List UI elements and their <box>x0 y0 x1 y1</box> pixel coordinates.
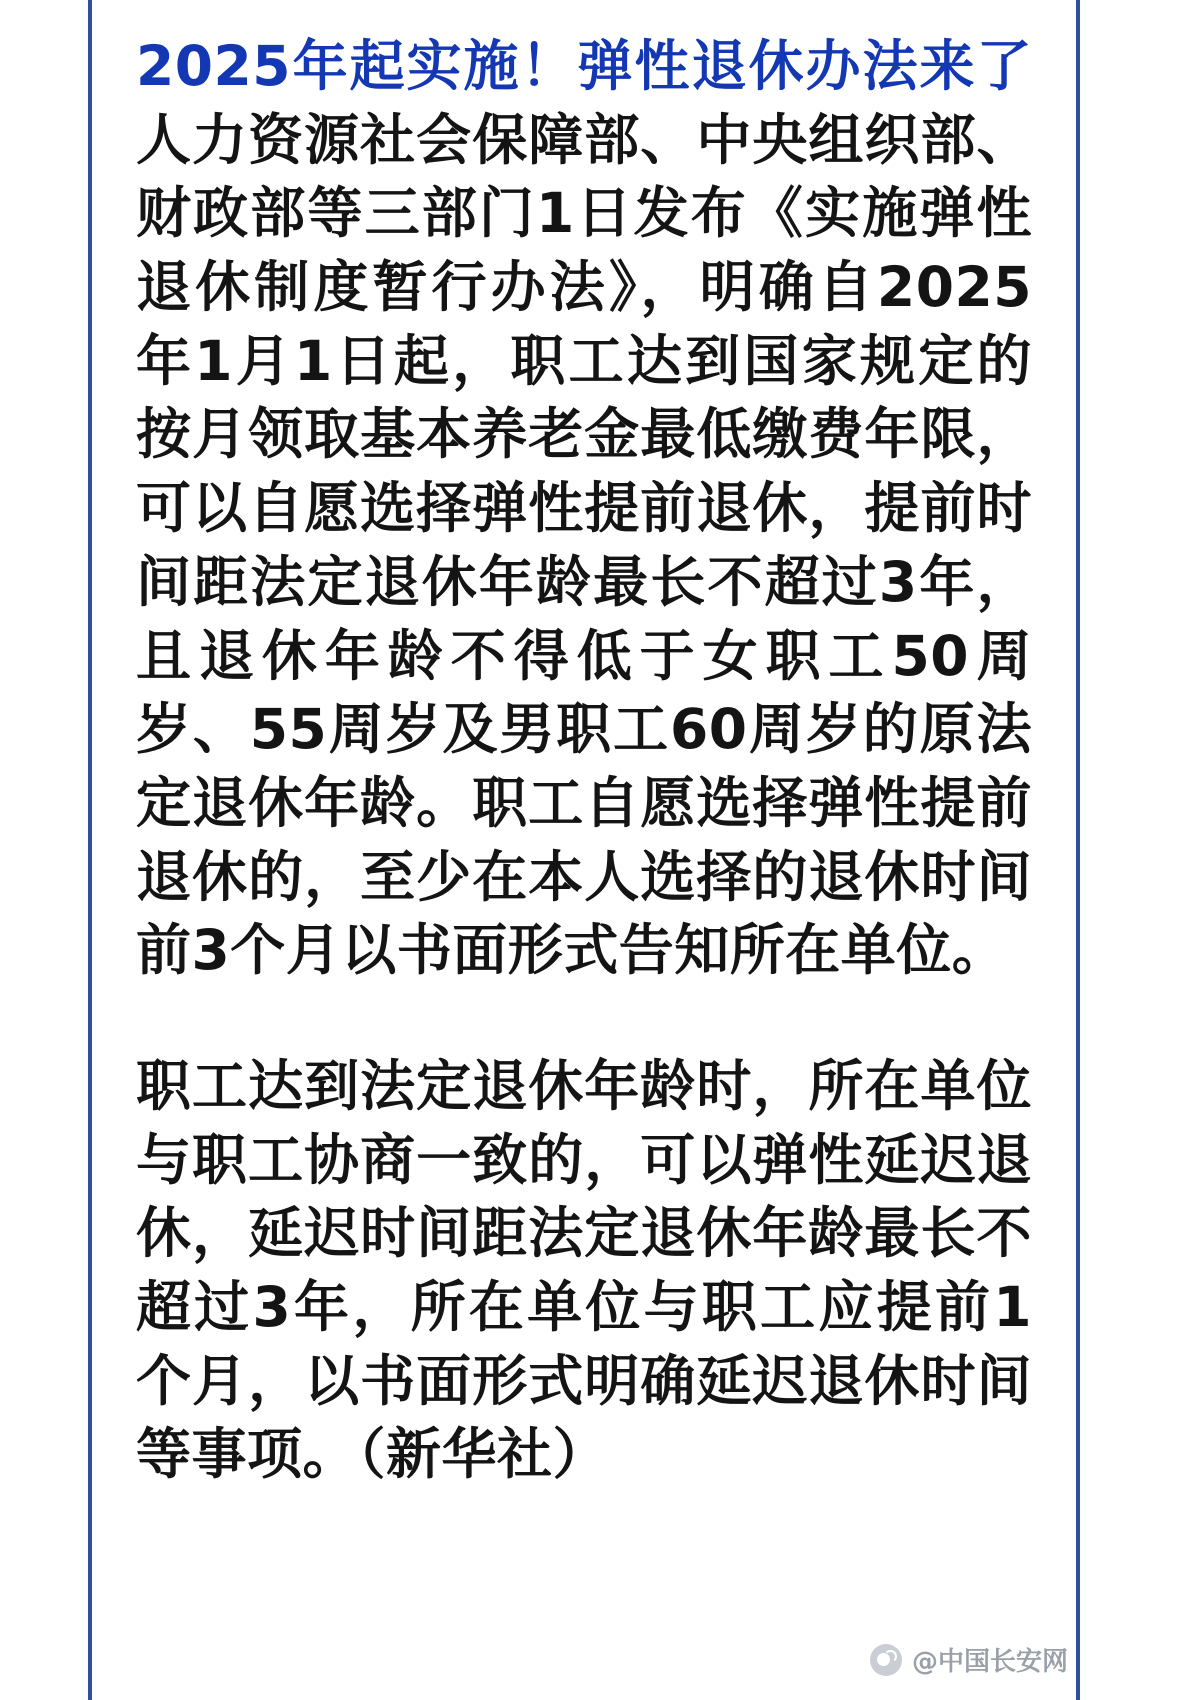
article-first-paragraph <box>136 30 1032 988</box>
article-headline: 2025年起实施！弹性退休办法来了 <box>136 34 1032 98</box>
article-paragraph-1-text: 人力资源社会保障部、中央组织部、财政部等三部门1日发布《实施弹性退休制度暂行办法》，明确自2025年1月1日起，职工达到国家规定的按月领取基本养老金最低缴费年限，可以自愿选择弹性提前退休，提前时间距法定退休年龄最长不超过3年，且退休年龄不得低于女职工50周岁、55周岁及男职工60周岁的原法定退休年龄。职工自愿选择弹性提前退休的，至少在本人选择的退休时间前3个月以书面形式告知所在单位。 <box>136 107 1032 983</box>
left-divider-rule <box>88 0 92 1700</box>
article-paragraph-2: 职工达到法定退休年龄时，所在单位与职工协商一致的，可以弹性延迟退休，延迟时间距法定退休年龄最长不超过3年，所在单位与职工应提前1个月，以书面形式明确延迟退休时间等事项。（新华社） <box>136 1053 1032 1487</box>
right-divider-rule <box>1076 0 1080 1700</box>
weibo-icon <box>870 1644 902 1676</box>
watermark <box>870 1641 1068 1678</box>
watermark-label: @中国长安网 <box>911 1647 1068 1677</box>
article-content <box>136 30 1032 1492</box>
